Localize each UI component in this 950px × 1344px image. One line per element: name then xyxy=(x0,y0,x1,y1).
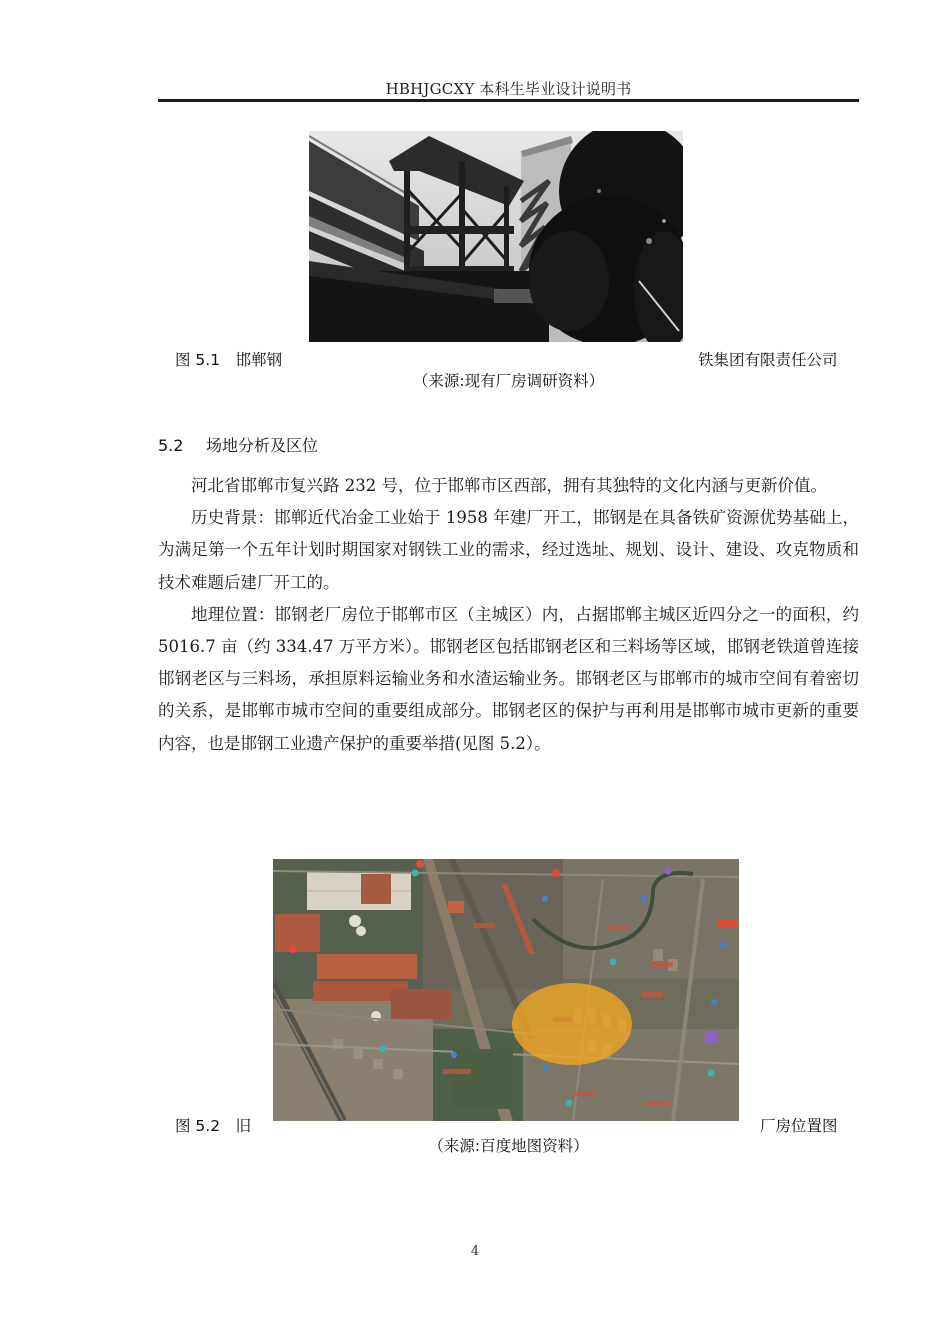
document-header-title: HBHJGCXY 本科生毕业设计说明书 xyxy=(385,80,632,98)
section-heading xyxy=(158,433,318,456)
section-number: 5.2 xyxy=(158,436,184,455)
figure-5-1-caption-right: 铁集团有限责任公司 xyxy=(698,351,838,369)
figure-5-1-caption-left: 图 5.1 邯郸钢 xyxy=(175,351,283,369)
figure-5-2-caption-right: 厂房位置图 xyxy=(760,1117,838,1135)
paragraph-history: 历史背景：邯郸近代冶金工业始于 1958 年建厂开工，邯钢是在具备铁矿资源优势基础上，为满足第一个五年计划时期国家对钢铁工业的需求，经过选址、规划、设计、建设、攻克物质和技术难题后建厂开工的。 xyxy=(158,508,859,592)
header-divider xyxy=(158,99,859,102)
figure-5-2-satellite-map xyxy=(273,859,739,1121)
section-title: 场地分析及区位 xyxy=(206,436,319,455)
paragraph-location: 地理位置：邯钢老厂房位于邯郸市区（主城区）内，占据邯郸主城区近四分之一的面积，约 5016.7 亩（约 334.47 万平方米）。邯钢老区包括邯钢老区和三料场等区域，邯钢老铁道曾连接邯钢老区与三料场，承担原料运输业务和水渣运输业务。邯钢老区与邯郸市的城市空间有着密切的关系，是邯郸市城市空间的重要组成部分。邯钢老区的保护与再利用是邯郸市城市更新的重要内容，也是邯钢工业遗产保护的重要举措(见图 5.2）。 xyxy=(158,604,859,753)
figure-5-1-source: （来源:现有厂房调研资料） xyxy=(412,372,605,390)
body-text xyxy=(158,470,859,760)
paragraph-address: 河北省邯郸市复兴路 232 号，位于邯郸市区西部，拥有其独特的文化内涵与更新价值。 xyxy=(191,476,827,495)
page-number: 4 xyxy=(470,1244,480,1259)
figure-5-2-source: （来源:百度地图资料） xyxy=(428,1137,589,1155)
figure-5-1-photo xyxy=(309,131,683,342)
figure-5-2-caption-left: 图 5.2 旧 xyxy=(175,1117,252,1135)
